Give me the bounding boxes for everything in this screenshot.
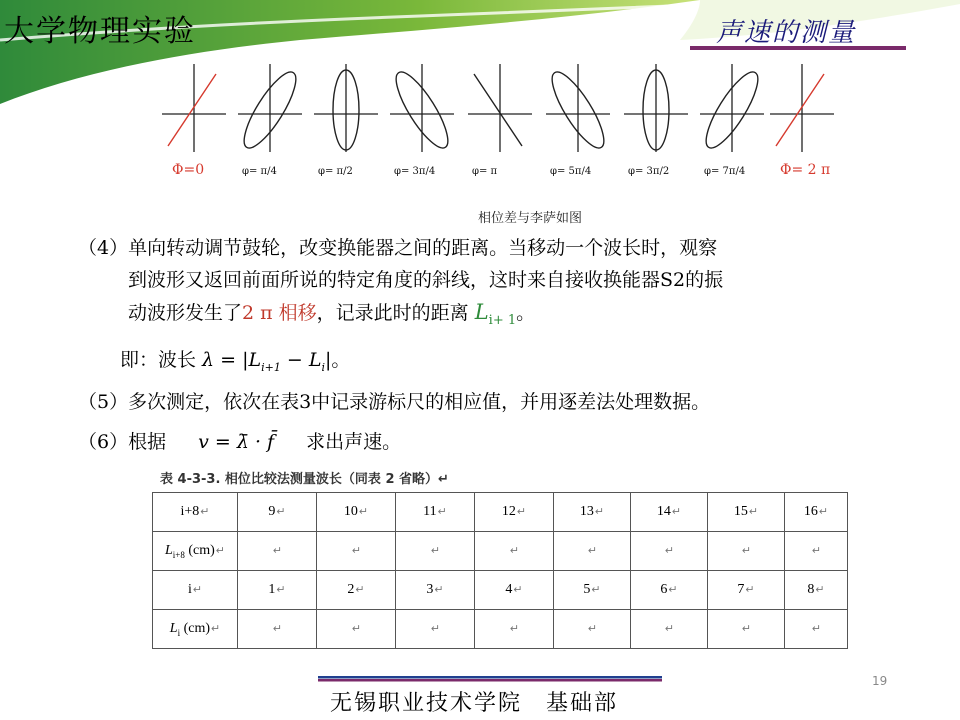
phase-label: φ= π/2 (318, 166, 353, 177)
phase-label: φ= 5π/4 (550, 166, 592, 177)
table-cell: ↵ (396, 532, 475, 571)
row-header-cell: $L_{i+8}$ (cm)↵ (153, 532, 238, 571)
lissajous-panel (544, 64, 613, 177)
lissajous-panel (388, 64, 457, 177)
phase-label: φ= 3π/2 (628, 166, 670, 177)
step-5: （5）多次测定，依次在表3中记录游标尺的相应值，并用逐差法处理数据。 (78, 391, 711, 413)
lissajous-panel (314, 64, 378, 177)
table-cell: 9↵ (238, 493, 317, 532)
step-6-suffix: 求出声速。 (306, 431, 402, 453)
wavelength-sub-2: i (321, 360, 325, 374)
wavelength-prefix: 即：波长 (120, 349, 203, 371)
distance-subscript: i+ 1 (488, 312, 517, 328)
step-4-line-3-text: 动波形发生了 (128, 302, 243, 324)
table-cell: ↵ (396, 610, 475, 649)
table-cell: ↵ (708, 610, 785, 649)
table-cell: 4↵ (475, 571, 554, 610)
table-cell: ↵ (475, 532, 554, 571)
table-row (153, 571, 848, 610)
phase-label: φ= 7π/4 (704, 166, 746, 177)
table-cell: 15↵ (708, 493, 785, 532)
table-cell: 12↵ (475, 493, 554, 532)
lissajous-panel (162, 64, 226, 178)
lissajous-panel (624, 64, 688, 177)
institution-name: 无锡职业技术学院 基础部 (330, 691, 619, 716)
phase-label: Φ= 2 π (780, 162, 831, 178)
table-cell: 16↵ (785, 493, 848, 532)
step-4-line-2: 到波形又返回前面所说的特定角度的斜线，这时来自接收换能器S2的振 (128, 269, 724, 291)
table-cell: ↵ (785, 532, 848, 571)
topic-title: 声速的测量 (716, 18, 857, 48)
lissajous-figure (160, 58, 840, 194)
row-header-cell: i+8↵ (153, 493, 238, 532)
step-4-line-1: （4）单向转动调节鼓轮，改变换能器之间的距离。当移动一个波长时，观察 (78, 237, 718, 259)
phase-label: Φ=0 (172, 162, 205, 178)
table-row (153, 610, 848, 649)
footer-rule (318, 676, 662, 682)
wavelength-table (152, 492, 848, 649)
table-cell: ↵ (238, 610, 317, 649)
table-cell: 7↵ (708, 571, 785, 610)
step-6-prefix: （6）根据 (78, 431, 167, 453)
wavelength-formula-line (120, 344, 350, 384)
table-cell: 2↵ (317, 571, 396, 610)
figure-caption: 相位差与李萨如图 (477, 211, 582, 226)
wavelength-formula: λ = |L (202, 349, 262, 371)
wavelength-end: |。 (325, 349, 351, 371)
course-title: 大学物理实验 (4, 14, 196, 49)
table-cell: ↵ (708, 532, 785, 571)
step-4-line-3-mid: ，记录此时的距离 (316, 302, 475, 324)
table-cell: ↵ (317, 532, 396, 571)
table-cell: ↵ (554, 610, 631, 649)
table-cell: ↵ (785, 610, 848, 649)
lissajous-panel (236, 64, 305, 177)
table-row (153, 532, 848, 571)
page-number: 19 (872, 674, 888, 688)
table-cell: ↵ (631, 610, 708, 649)
table-cell: ↵ (631, 532, 708, 571)
table-cell: 8↵ (785, 571, 848, 610)
table-cell: 11↵ (396, 493, 475, 532)
lissajous-panel (770, 64, 834, 178)
table-cell: ↵ (317, 610, 396, 649)
table-cell: ↵ (238, 532, 317, 571)
wavelength-sub-1: i+1 (261, 360, 281, 374)
step-4-line-3 (128, 296, 535, 337)
row-header-cell: $L_i$ (cm)↵ (153, 610, 238, 649)
table-cell: 14↵ (631, 493, 708, 532)
wavelength-mid: − L (280, 349, 322, 371)
step-4-end: 。 (516, 302, 536, 324)
phase-shift-text: 2 π 相移 (242, 302, 317, 324)
table-row (153, 493, 848, 532)
table-cell: 3↵ (396, 571, 475, 610)
phase-label: φ= π (472, 166, 498, 177)
distance-symbol: L (474, 300, 489, 324)
table-cell: 10↵ (317, 493, 396, 532)
table-cell: 13↵ (554, 493, 631, 532)
table-cell: 6↵ (631, 571, 708, 610)
table-cell: ↵ (475, 610, 554, 649)
table-cell: ↵ (554, 532, 631, 571)
lissajous-panel (698, 64, 767, 177)
step-6 (78, 426, 401, 458)
phase-label: φ= 3π/4 (394, 166, 436, 177)
table-cell: 5↵ (554, 571, 631, 610)
table-cell: 1↵ (238, 571, 317, 610)
speed-formula: v = λ̄ · f̄ (198, 431, 275, 453)
table-caption: 表 4-3-3. 相位比较法测量波长（同表 2 省略）↵ (160, 472, 449, 487)
phase-label: φ= π/4 (242, 166, 277, 177)
lissajous-panel (468, 64, 532, 177)
row-header-cell: i↵ (153, 571, 238, 610)
